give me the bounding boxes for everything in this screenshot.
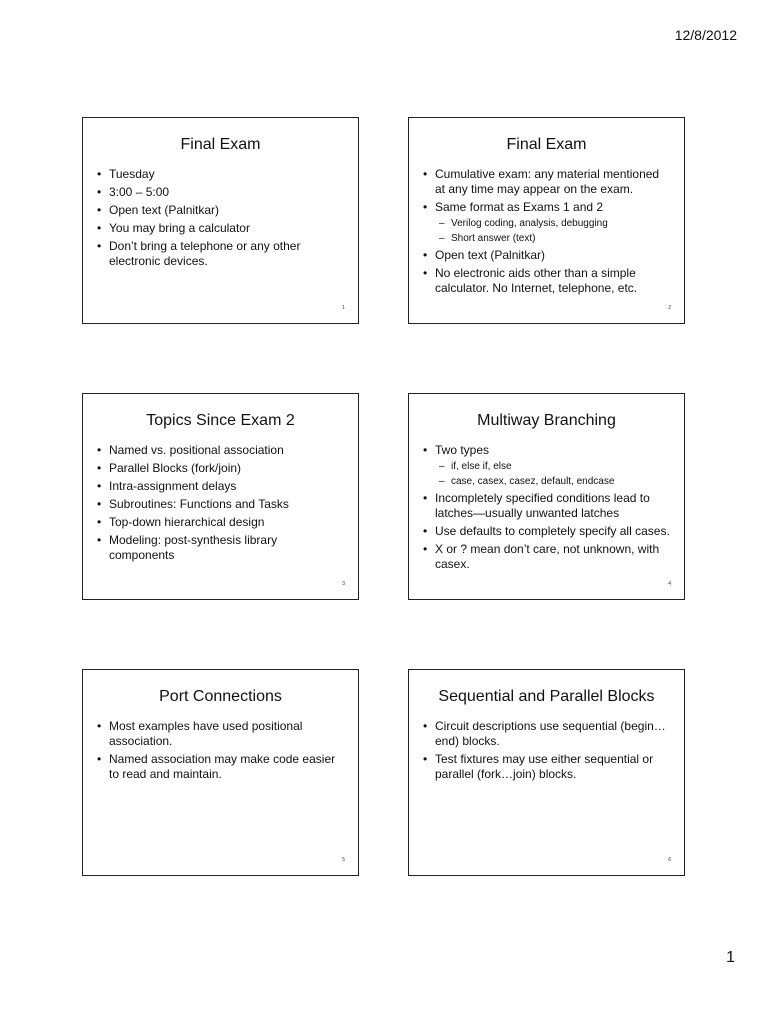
bullet-item: • Test fixtures may use either sequential or parallel (fork…join) blocks. (423, 752, 670, 782)
print-date: 12/8/2012 (674, 27, 737, 43)
bullet-item: • Parallel Blocks (fork/join) (97, 461, 344, 476)
bullet-list (83, 167, 358, 269)
bullet-item: • Open text (Palnitkar) (423, 248, 670, 263)
bullet-item: • Most examples have used positional association. (97, 719, 344, 749)
slide-title: Port Connections (159, 688, 282, 705)
slide-number: 6 (668, 857, 671, 863)
slide-number: 2 (668, 305, 671, 311)
slide-title: Topics Since Exam 2 (146, 412, 295, 429)
bullet-item (423, 200, 670, 245)
bullet-item (423, 443, 670, 488)
sub-bullet-item: – if, else if, else (435, 460, 670, 473)
sub-bullet-item: – Verilog coding, analysis, debugging (435, 217, 670, 230)
bullet-item: • Named association may make code easier to read and maintain. (97, 752, 344, 782)
bullet-item: • No electronic aids other than a simple calculator. No Internet, telephone, etc. (423, 266, 670, 296)
bullet-item: • Open text (Palnitkar) (97, 203, 344, 218)
slide-title: Sequential and Parallel Blocks (438, 688, 655, 705)
bullet-item: • 3:00 – 5:00 (97, 185, 344, 200)
bullet-list (83, 443, 358, 563)
bullet-text: Two types (435, 443, 490, 457)
slide-6 (408, 669, 685, 876)
slide-5 (82, 669, 359, 876)
bullet-list (83, 719, 358, 782)
sub-bullet-item: – Short answer (text) (435, 232, 670, 245)
bullet-item: • You may bring a calculator (97, 221, 344, 236)
bullet-item: • Top-down hierarchical design (97, 515, 344, 530)
slide-number: 3 (342, 581, 345, 587)
bullet-item: • Named vs. positional association (97, 443, 344, 458)
bullet-item: • Use defaults to completely specify all cases. (423, 524, 670, 539)
slide-1 (82, 117, 359, 324)
slide-4 (408, 393, 685, 600)
bullet-list (409, 443, 684, 572)
sub-bullet-item: – case, casex, casez, default, endcase (435, 475, 670, 488)
page-number: 1 (726, 949, 735, 966)
slide-title: Final Exam (180, 136, 261, 153)
bullet-item: • Intra-assignment delays (97, 479, 344, 494)
bullet-list (409, 167, 684, 296)
slide-number: 4 (668, 581, 671, 587)
slide-number: 5 (342, 857, 345, 863)
bullet-item: • Cumulative exam: any material mentioned at any time may appear on the exam. (423, 167, 670, 197)
bullet-item: • Modeling: post-synthesis library components (97, 533, 344, 563)
bullet-item: • Don’t bring a telephone or any other electronic devices. (97, 239, 344, 269)
bullet-item: • X or ? mean don’t care, not unknown, with casex. (423, 542, 670, 572)
slide-title: Multiway Branching (477, 412, 616, 429)
bullet-item: • Circuit descriptions use sequential (begin…end) blocks. (423, 719, 670, 749)
bullet-item: • Incompletely specified conditions lead to latches—usually unwanted latches (423, 491, 670, 521)
slide-3 (82, 393, 359, 600)
slide-2 (408, 117, 685, 324)
bullet-item: • Tuesday (97, 167, 344, 182)
sub-bullet-list (435, 460, 670, 488)
bullet-item: • Subroutines: Functions and Tasks (97, 497, 344, 512)
slide-title: Final Exam (506, 136, 587, 153)
slide-number: 1 (342, 305, 345, 311)
bullet-list (409, 719, 684, 782)
sub-bullet-list (435, 217, 670, 245)
bullet-text: Same format as Exams 1 and 2 (435, 200, 604, 214)
